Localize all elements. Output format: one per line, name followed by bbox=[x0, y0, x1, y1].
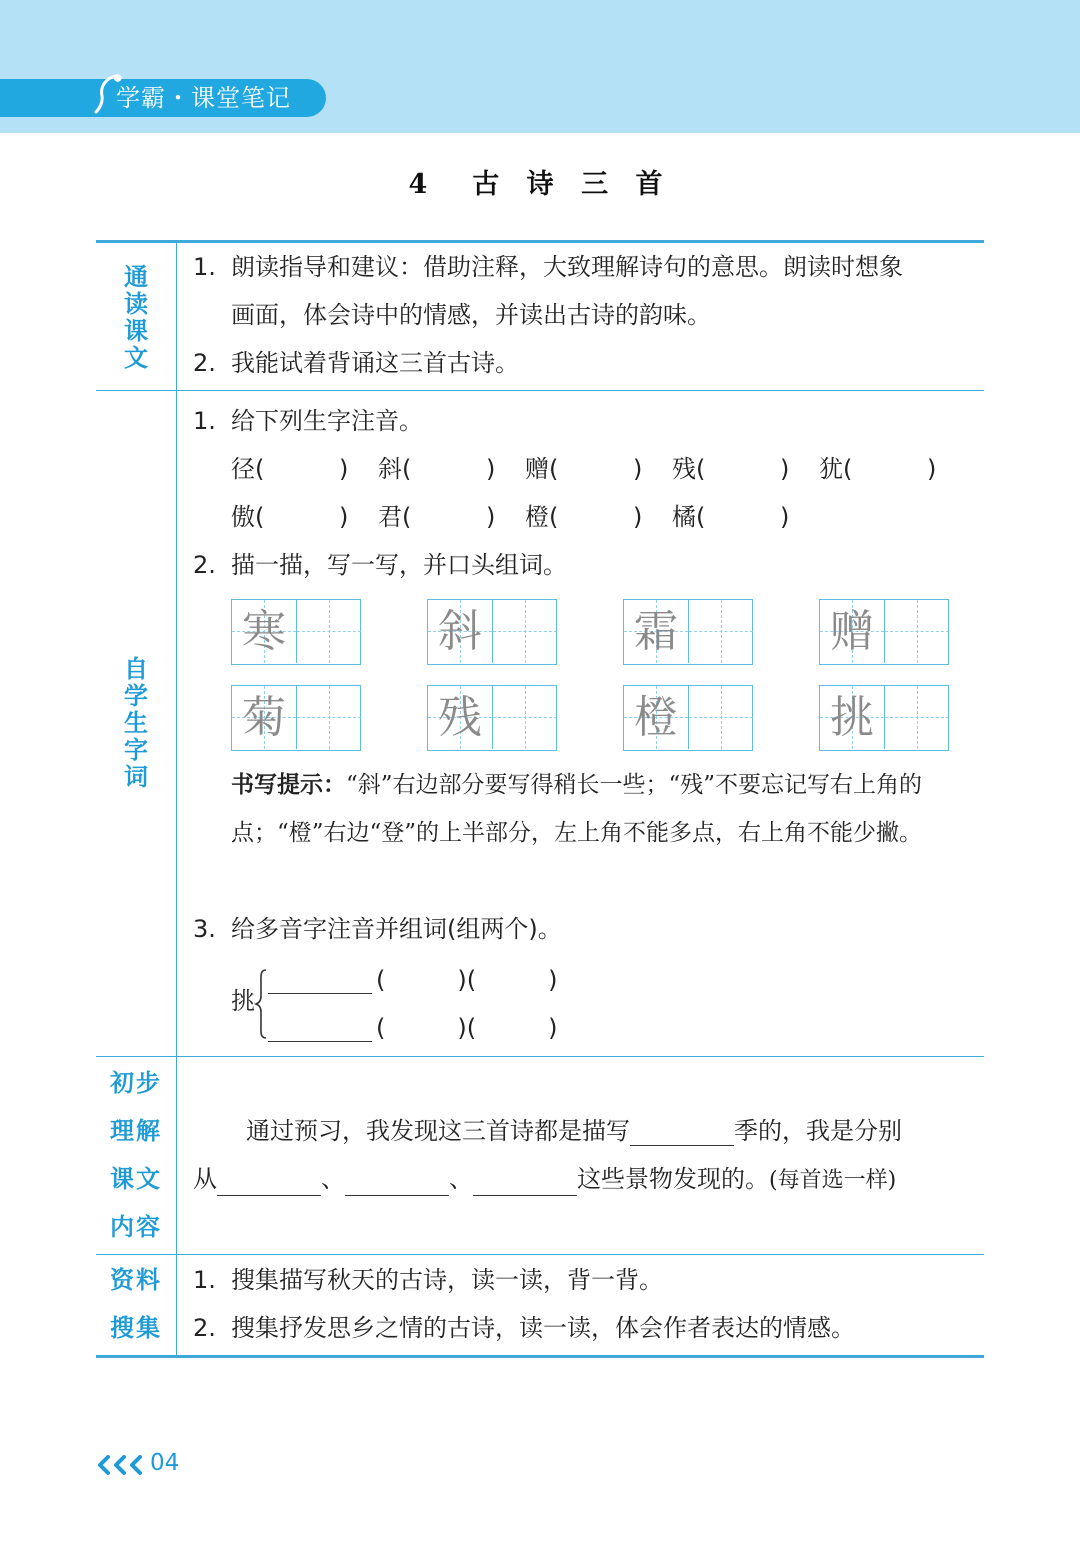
pinyin-char: 斜( bbox=[378, 455, 412, 483]
scenery-blank[interactable] bbox=[345, 1170, 449, 1196]
trace-box[interactable] bbox=[427, 685, 557, 751]
row-divider bbox=[96, 390, 984, 391]
scenery-blank[interactable] bbox=[217, 1170, 321, 1196]
trace-cell bbox=[428, 600, 492, 663]
label-row: 理解 bbox=[110, 1117, 162, 1145]
paren-close: ) bbox=[339, 455, 349, 483]
write-cell[interactable] bbox=[296, 600, 360, 663]
pinyin-char: 傲( bbox=[231, 503, 265, 531]
write-cell[interactable] bbox=[688, 686, 752, 749]
trace-box[interactable] bbox=[623, 599, 753, 665]
trace-cell bbox=[820, 686, 884, 749]
question-3 bbox=[193, 914, 562, 944]
polyphone-words-blank[interactable]: ( )( ) bbox=[376, 1014, 558, 1042]
trace-cell bbox=[232, 686, 296, 749]
pinyin-blank[interactable] bbox=[672, 454, 790, 484]
item-number: 1. bbox=[193, 407, 216, 435]
polyphone-pinyin-blank[interactable] bbox=[268, 1016, 372, 1042]
lesson-table bbox=[96, 240, 984, 1358]
trace-box[interactable] bbox=[819, 685, 949, 751]
item-number: 1. bbox=[193, 1266, 216, 1294]
trace-box[interactable] bbox=[231, 685, 361, 751]
label-char: 文 bbox=[124, 344, 148, 372]
trace-char: 斜 bbox=[438, 606, 482, 657]
fill-text: 这些景物发现的。 bbox=[577, 1165, 769, 1193]
label-row: 内容 bbox=[110, 1213, 162, 1241]
question-1 bbox=[193, 406, 423, 436]
item-number: 2. bbox=[193, 349, 216, 377]
label-row: 课文 bbox=[110, 1165, 162, 1193]
trace-char: 挑 bbox=[830, 692, 874, 743]
label-char: 词 bbox=[124, 763, 148, 791]
paren-close: ) bbox=[780, 455, 790, 483]
reading-item-1-cont: 画面，体会诗中的情感，并读出古诗的韵味。 bbox=[231, 301, 711, 329]
table-top-rule bbox=[96, 240, 984, 243]
polyphone-pinyin-blank[interactable] bbox=[268, 968, 372, 994]
fill-text: 通过预习，我发现这三首诗都是描写 bbox=[246, 1117, 630, 1145]
pinyin-char: 君( bbox=[378, 503, 412, 531]
trace-box[interactable] bbox=[819, 599, 949, 665]
label-row: 资料 bbox=[110, 1266, 162, 1294]
section-label-understanding bbox=[96, 1059, 176, 1251]
paren-close: ) bbox=[486, 503, 496, 531]
writing-tip bbox=[231, 761, 971, 857]
polyphone-words-blank[interactable]: ( )( ) bbox=[376, 966, 558, 994]
paren-close: ) bbox=[486, 455, 496, 483]
tip-text: “斜”右边部分要写得稍长一些；“残”不要忘记写右上角的点；“橙”右边“登”的上半部分，左上角不能多点，右上角不能少撇。 bbox=[231, 772, 923, 846]
section-label-collect bbox=[96, 1256, 176, 1352]
reading-item-1 bbox=[193, 252, 903, 282]
pinyin-blank[interactable] bbox=[378, 502, 496, 532]
item-number: 1. bbox=[193, 253, 216, 281]
item-text: 搜集描写秋天的古诗，读一读，背一背。 bbox=[231, 1266, 663, 1294]
collect-item-1 bbox=[193, 1265, 663, 1295]
trace-char: 赠 bbox=[830, 606, 874, 657]
trace-char: 菊 bbox=[242, 692, 286, 743]
scenery-blank[interactable] bbox=[473, 1170, 577, 1196]
pinyin-blank[interactable] bbox=[525, 502, 643, 532]
separator: 、 bbox=[321, 1165, 345, 1193]
pinyin-char: 橙( bbox=[525, 503, 559, 531]
fill-text: 季的，我是分别 bbox=[734, 1117, 902, 1145]
trace-box[interactable] bbox=[427, 599, 557, 665]
paren-close: ) bbox=[633, 503, 643, 531]
reading-item-2 bbox=[193, 348, 519, 378]
pinyin-blank[interactable] bbox=[378, 454, 496, 484]
trace-cell bbox=[624, 600, 688, 663]
trace-char: 霜 bbox=[634, 606, 678, 657]
item-text: 搜集抒发思乡之情的古诗，读一读，体会作者表达的情感。 bbox=[231, 1314, 855, 1342]
write-cell[interactable] bbox=[688, 600, 752, 663]
pinyin-char: 犹( bbox=[819, 455, 853, 483]
polyphone-char: 挑 bbox=[231, 987, 255, 1015]
trace-box[interactable] bbox=[231, 599, 361, 665]
brace-icon bbox=[254, 968, 268, 1040]
trace-cell bbox=[624, 686, 688, 749]
pinyin-blank[interactable] bbox=[672, 502, 790, 532]
pinyin-char: 赠( bbox=[525, 455, 559, 483]
row-divider bbox=[96, 1056, 984, 1057]
item-text: 朗读指导和建议：借助注释，大致理解诗句的意思。朗读时想象 bbox=[231, 253, 903, 281]
table-bottom-rule bbox=[96, 1355, 984, 1358]
label-row: 搜集 bbox=[110, 1314, 162, 1342]
paren-close: ) bbox=[780, 503, 790, 531]
write-cell[interactable] bbox=[296, 686, 360, 749]
understanding-line-1 bbox=[246, 1116, 902, 1146]
pinyin-blank[interactable] bbox=[231, 502, 349, 532]
paren-close: ) bbox=[633, 455, 643, 483]
column-divider bbox=[176, 240, 177, 1358]
page-title: 4 古 诗 三 首 bbox=[408, 169, 672, 200]
fill-text: 从 bbox=[193, 1165, 217, 1193]
label-char: 通 bbox=[124, 263, 148, 291]
trace-cell bbox=[232, 600, 296, 663]
pinyin-char: 橘( bbox=[672, 503, 706, 531]
write-cell[interactable] bbox=[492, 686, 556, 749]
label-char: 生 bbox=[124, 709, 148, 737]
banner bbox=[0, 79, 326, 117]
pinyin-blank[interactable] bbox=[819, 454, 937, 484]
write-cell[interactable] bbox=[884, 600, 948, 663]
label-char: 课 bbox=[124, 317, 148, 345]
write-cell[interactable] bbox=[492, 600, 556, 663]
write-cell[interactable] bbox=[884, 686, 948, 749]
section-label-reading bbox=[96, 264, 176, 372]
trace-char: 残 bbox=[438, 692, 482, 743]
section-label-self-study bbox=[96, 656, 176, 791]
season-blank[interactable] bbox=[630, 1120, 734, 1146]
pinyin-blank[interactable] bbox=[231, 454, 349, 484]
trace-cell bbox=[428, 686, 492, 749]
label-char: 学 bbox=[124, 682, 148, 710]
collect-item-2 bbox=[193, 1313, 855, 1343]
trace-box[interactable] bbox=[623, 685, 753, 751]
banner-title: 学霸・课堂笔记 bbox=[116, 84, 291, 112]
label-row: 初步 bbox=[110, 1069, 162, 1097]
pinyin-char: 残( bbox=[672, 455, 706, 483]
item-text: 描一描，写一写，并口头组词。 bbox=[231, 551, 567, 579]
row-divider bbox=[96, 1254, 984, 1255]
understanding-line-2 bbox=[193, 1164, 896, 1196]
item-number: 2. bbox=[193, 1314, 216, 1342]
pinyin-blank[interactable] bbox=[525, 454, 643, 484]
question-2 bbox=[193, 550, 567, 580]
item-number: 3. bbox=[193, 915, 216, 943]
trace-char: 寒 bbox=[242, 606, 286, 657]
separator: 、 bbox=[449, 1165, 473, 1193]
item-text: 我能试着背诵这三首古诗。 bbox=[231, 349, 519, 377]
label-char: 自 bbox=[124, 655, 148, 683]
fill-note: (每首选一样) bbox=[769, 1168, 897, 1193]
item-text: 给下列生字注音。 bbox=[231, 407, 423, 435]
item-text: 给多音字注音并组词(组两个)。 bbox=[231, 915, 562, 943]
trace-char: 橙 bbox=[634, 692, 678, 743]
trace-cell bbox=[820, 600, 884, 663]
label-char: 字 bbox=[124, 736, 148, 764]
item-number: 2. bbox=[193, 551, 216, 579]
chevrons-left-icon bbox=[96, 1452, 148, 1478]
pinyin-char: 径( bbox=[231, 455, 265, 483]
paren-close: ) bbox=[927, 455, 937, 483]
tip-label: 书写提示： bbox=[231, 772, 346, 798]
paren-close: ) bbox=[339, 503, 349, 531]
page-number: 04 bbox=[150, 1450, 180, 1476]
label-char: 读 bbox=[124, 290, 148, 318]
